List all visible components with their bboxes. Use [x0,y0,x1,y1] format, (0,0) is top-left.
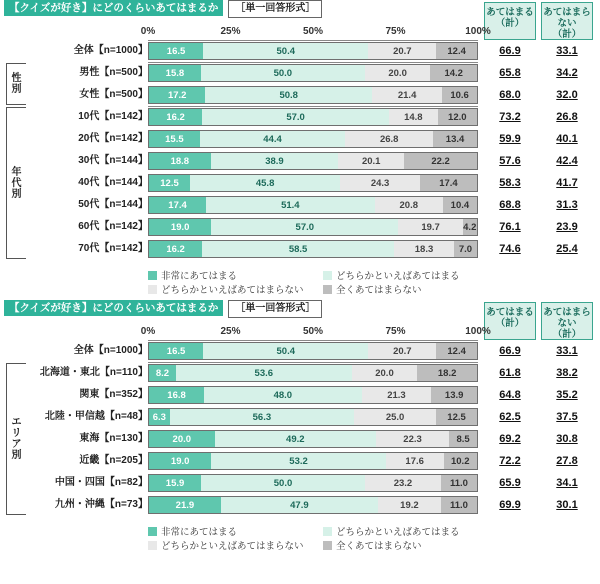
stacked-bar [148,218,478,236]
bar-segment: 21.9 [149,497,221,513]
disagree-total-text: 27.8 [556,455,578,467]
bar-segment: 11.0 [441,497,477,513]
disagree-total-value [541,216,593,238]
disagree-total-value [541,450,593,472]
bar-segment: 58.5 [202,241,394,257]
stacked-bar [148,452,478,470]
bar-segment: 47.9 [221,497,378,513]
agree-total-text: 59.9 [499,133,521,145]
axis-tick: 75% [385,26,406,37]
group-label [12,417,22,461]
stacked-bar [148,86,478,104]
agree-total-value [484,384,536,406]
agree-total-value [484,450,536,472]
summary-header-agree [484,2,536,40]
row-label: 関東【n=352】 [79,389,148,400]
disagree-total-text: 30.8 [556,433,578,445]
agree-total-value [484,216,536,238]
row-label: 男性【n=500】 [79,67,148,78]
bar-segment: 8.5 [449,431,477,447]
legend-row [148,538,488,552]
agree-total-text: 73.2 [499,111,521,123]
legend-swatch [323,271,332,280]
legend-label: 非常にあてはまる [161,271,238,282]
bar-segment: 17.2 [149,87,205,103]
agree-total-text: 65.9 [499,477,521,489]
axis-tick: 25% [220,326,241,337]
bar-segment: 57.0 [202,109,389,125]
axis-tick: 50% [302,26,324,37]
agree-total-value [484,128,536,150]
bar-segment: 8.2 [149,365,176,381]
agree-total-value [484,238,536,260]
disagree-total-value [541,40,593,62]
table-row [0,238,600,260]
agree-total-text: 65.8 [499,67,521,79]
legend-row [148,268,488,282]
x-axis [140,326,491,338]
table-row [0,406,600,428]
disagree-total-value [541,340,593,362]
stacked-bar [148,430,478,448]
agree-total-text: 72.2 [499,455,521,467]
table-row [0,340,600,362]
stacked-bar [148,342,478,360]
bar-segment: 12.5 [149,175,190,191]
bar-segment: 13.4 [433,131,477,147]
row-separator-top [148,340,478,341]
disagree-total-value [541,362,593,384]
bar-segment: 48.0 [204,387,361,403]
row-label: 60代【n=142】 [78,221,148,232]
group-bracket [6,107,26,259]
stacked-bar [148,408,478,426]
table-row [0,172,600,194]
legend-label: 非常にあてはまる [161,527,238,538]
bar-segment: 23.2 [365,475,441,491]
bar-segment: 13.9 [431,387,477,403]
bar-segment: 7.0 [454,241,477,257]
table-row [0,62,600,84]
table-row [0,472,600,494]
bar-segment: 15.9 [149,475,201,491]
group-label-char: 代 [11,177,22,189]
disagree-total-text: 34.2 [556,67,578,79]
stacked-bar [148,152,478,170]
agree-total-value [484,84,536,106]
legend-swatch [323,541,332,550]
legend-item [148,282,304,296]
summary-header-agree [484,302,536,340]
agree-total-text: 58.3 [499,177,521,189]
row-label: 70代【n=142】 [78,243,148,254]
disagree-total-text: 35.2 [556,389,578,401]
group-bracket [6,363,26,515]
agree-total-value [484,428,536,450]
disagree-total-text: 40.1 [556,133,578,145]
stacked-bar [148,108,478,126]
disagree-total-text: 32.0 [556,89,578,101]
axis-tick: 25% [220,26,241,37]
bar-segment: 53.6 [176,365,352,381]
group-label-char: 年 [11,166,22,178]
bar-segment: 12.4 [436,343,477,359]
axis-tick: 0% [140,26,156,37]
legend-item [148,268,237,282]
bar-segment: 16.2 [149,109,202,125]
legend-item [323,268,460,282]
bar-segment: 38.9 [211,153,339,169]
row-label: 全体【n=1000】 [73,345,148,356]
row-label: 北陸・甲信越【n=48】 [44,411,148,422]
summary-header-line: あてはまら [543,7,591,18]
row-label: 近畿【n=205】 [79,455,148,466]
disagree-total-value [541,494,593,516]
bar-segment: 14.8 [389,109,438,125]
agree-total-text: 74.6 [499,243,521,255]
summary-header-disagree [541,2,593,40]
legend-item [148,538,304,552]
legend-swatch [148,541,157,550]
legend-label: どちらかといえばあてはまらない [161,541,304,552]
group-label [12,73,22,95]
agree-total-value [484,494,536,516]
bar-segment: 10.2 [444,453,477,469]
stacked-bar [148,64,478,82]
disagree-total-text: 26.8 [556,111,578,123]
disagree-total-value [541,428,593,450]
disagree-total-value [541,150,593,172]
chart-block-area [0,300,600,552]
table-row [0,428,600,450]
stacked-bar [148,474,478,492]
chart-rows [0,40,600,260]
bar-segment: 49.2 [215,431,376,447]
agree-total-text: 69.2 [499,433,521,445]
bar-segment: 50.8 [205,87,372,103]
agree-total-text: 62.5 [499,411,521,423]
bar-segment: 16.2 [149,241,202,257]
bar-segment: 12.5 [436,409,477,425]
chart-subtitle: ［単一回答形式］ [228,0,322,18]
agree-total-value [484,40,536,62]
row-separator [148,62,478,63]
agree-total-value [484,172,536,194]
bar-segment: 17.4 [420,175,477,191]
bar-segment: 50.4 [203,343,368,359]
stacked-bar [148,130,478,148]
table-row [0,362,600,384]
legend-label: どちらかといえばあてはまらない [161,285,304,296]
disagree-total-text: 25.4 [556,243,578,255]
bar-segment: 12.0 [438,109,477,125]
chart-subtitle: ［単一回答形式］ [228,300,322,318]
bar-segment: 26.8 [345,131,433,147]
summary-header-disagree [541,302,593,340]
bar-segment: 20.1 [338,153,404,169]
bar-segment: 50.0 [201,475,365,491]
row-label: 北海道・東北【n=110】 [39,367,148,378]
legend-label: 全くあてはまらない [336,285,422,296]
disagree-total-text: 23.9 [556,221,578,233]
agree-total-value [484,406,536,428]
bar-segment: 51.4 [206,197,375,213]
x-axis [140,26,491,38]
table-row [0,450,600,472]
agree-total-value [484,340,536,362]
legend-row [148,524,488,538]
group-label-char: エ [11,417,22,428]
group-label-char: リ [11,428,22,439]
disagree-total-value [541,172,593,194]
bar-segment: 53.2 [211,453,385,469]
axis-tick: 75% [385,326,406,337]
bar-segment: 4.2 [463,219,477,235]
summary-header-line: ない [557,318,577,329]
table-row [0,128,600,150]
legend-item [323,538,422,552]
bar-segment: 16.8 [149,387,204,403]
chart-title: 【クイズが好き】にどのくらいあてはまるか [4,0,223,16]
agree-total-text: 57.6 [499,155,521,167]
agree-total-text: 61.8 [499,367,521,379]
agree-total-value [484,150,536,172]
agree-total-text: 68.8 [499,199,521,211]
bar-segment: 21.3 [362,387,432,403]
summary-header-line: あてはまら [543,307,591,318]
stacked-bar [148,174,478,192]
stacked-bar [148,496,478,514]
legend-swatch [148,527,157,536]
bar-segment: 50.0 [201,65,365,81]
axis-tick: 100% [465,26,491,37]
disagree-total-text: 37.5 [556,411,578,423]
agree-total-text: 66.9 [499,45,521,57]
summary-header-line: （計） [552,329,582,340]
group-label-char: 別 [11,450,22,461]
disagree-total-value [541,106,593,128]
axis-tick: 100% [465,326,491,337]
row-label: 九州・沖縄【n=73】 [54,499,148,510]
legend-item [148,524,237,538]
legend-item [323,524,460,538]
agree-total-value [484,362,536,384]
bar-segment: 18.3 [394,241,454,257]
group-label-char: 別 [11,84,22,95]
agree-total-text: 64.8 [499,389,521,401]
row-label: 20代【n=142】 [78,133,148,144]
bar-segment: 45.8 [190,175,340,191]
bar-segment: 20.0 [149,431,215,447]
bar-segment: 6.3 [149,409,170,425]
bar-segment: 20.7 [368,43,436,59]
legend-swatch [323,527,332,536]
summary-header-line: あてはまる [486,307,534,318]
bar-segment: 20.0 [352,365,418,381]
stacked-bar [148,42,478,60]
chart-title: 【クイズが好き】にどのくらいあてはまるか [4,300,223,316]
axis-tick: 0% [140,326,156,337]
bar-segment: 57.0 [211,219,398,235]
bar-segment: 16.5 [149,43,203,59]
table-row [0,40,600,62]
summary-header-line: （計） [552,29,582,40]
table-row [0,494,600,516]
table-row [0,384,600,406]
summary-header-line: （計） [495,318,525,329]
disagree-total-text: 31.3 [556,199,578,211]
agree-total-value [484,106,536,128]
legend-label: どちらかといえばあてはまる [336,527,460,538]
row-label: 全体【n=1000】 [73,45,148,56]
chart-legend [148,268,488,296]
legend-label: 全くあてはまらない [336,541,422,552]
bar-segment: 56.3 [170,409,354,425]
agree-total-text: 68.0 [499,89,521,101]
chart-legend [148,524,488,552]
bar-segment: 15.5 [149,131,200,147]
disagree-total-value [541,238,593,260]
bar-segment: 19.0 [149,219,211,235]
stacked-bar [148,196,478,214]
legend-row [148,282,488,296]
group-label-char: 別 [11,188,22,200]
bar-segment: 20.7 [368,343,436,359]
bar-segment: 19.7 [398,219,463,235]
disagree-total-value [541,84,593,106]
stacked-bar [148,364,478,382]
legend-swatch [323,285,332,294]
legend-swatch [148,285,157,294]
bar-segment: 25.0 [354,409,436,425]
group-label-char: 性 [11,73,22,84]
disagree-total-value [541,62,593,84]
row-label: 女性【n=500】 [79,89,148,100]
disagree-total-value [541,128,593,150]
bar-segment: 22.2 [404,153,477,169]
bar-segment: 19.0 [149,453,211,469]
agree-total-value [484,194,536,216]
bar-segment: 50.4 [203,43,368,59]
bar-segment: 10.4 [443,197,477,213]
summary-header-line: あてはまる [486,7,534,18]
bar-segment: 22.3 [376,431,449,447]
row-separator-top [148,40,478,41]
disagree-total-text: 33.1 [556,345,578,357]
row-label: 中国・四国【n=82】 [54,477,148,488]
bar-segment: 12.4 [436,43,477,59]
row-separator [148,362,478,363]
stacked-bar [148,240,478,258]
axis-tick: 50% [302,326,324,337]
summary-header-line: ない [557,18,577,29]
bar-segment: 14.2 [430,65,477,81]
row-label: 40代【n=144】 [78,177,148,188]
bar-segment: 17.4 [149,197,206,213]
group-label [12,167,22,200]
row-separator [148,106,478,107]
summary-header-line: （計） [495,18,525,29]
disagree-total-text: 34.1 [556,477,578,489]
disagree-total-text: 33.1 [556,45,578,57]
disagree-total-value [541,406,593,428]
bar-segment: 21.4 [372,87,442,103]
agree-total-text: 66.9 [499,345,521,357]
bar-segment: 20.8 [375,197,443,213]
bar-segment: 16.5 [149,343,203,359]
table-row [0,84,600,106]
disagree-total-value [541,194,593,216]
bar-segment: 44.4 [200,131,346,147]
disagree-total-text: 41.7 [556,177,578,189]
agree-total-value [484,472,536,494]
disagree-total-text: 30.1 [556,499,578,511]
bar-segment: 18.2 [417,365,477,381]
table-row [0,194,600,216]
legend-item [323,282,422,296]
disagree-total-text: 38.2 [556,367,578,379]
table-row [0,150,600,172]
bar-segment: 11.0 [441,475,477,491]
chart-rows [0,340,600,516]
disagree-total-text: 42.4 [556,155,578,167]
table-row [0,216,600,238]
row-label: 東海【n=130】 [79,433,148,444]
legend-swatch [148,271,157,280]
agree-total-text: 69.9 [499,499,521,511]
agree-total-value [484,62,536,84]
bar-segment: 18.8 [149,153,211,169]
bar-segment: 20.0 [365,65,431,81]
legend-label: どちらかといえばあてはまる [336,271,460,282]
bar-segment: 24.3 [340,175,420,191]
row-label: 10代【n=142】 [78,111,148,122]
group-label-char: ア [11,439,22,450]
bar-segment: 15.8 [149,65,201,81]
bar-segment: 19.2 [378,497,441,513]
disagree-total-value [541,472,593,494]
table-row [0,106,600,128]
row-label: 30代【n=144】 [78,155,148,166]
bar-segment: 17.6 [386,453,444,469]
stacked-bar [148,386,478,404]
group-bracket [6,63,26,105]
bar-segment: 10.6 [442,87,477,103]
row-label: 50代【n=144】 [78,199,148,210]
disagree-total-value [541,384,593,406]
agree-total-text: 76.1 [499,221,521,233]
